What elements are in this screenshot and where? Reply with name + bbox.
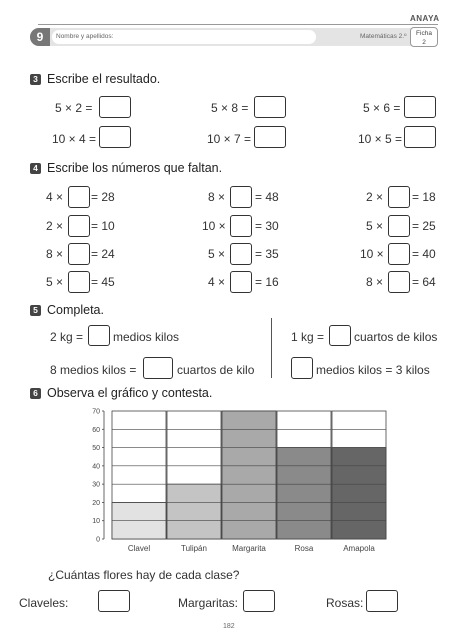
answer-box[interactable] [230,271,252,293]
ex5-c-suffix: cuartos de kilo [177,363,255,377]
column-divider [271,318,272,378]
y-tick-label: 10 [92,518,100,526]
exercise-6-title: Observa el gráfico y contesta. [47,386,213,400]
category-label: Amapola [343,544,375,553]
exercise-3-title: Escribe el resultado. [47,72,161,86]
ex3-item: 5 × 6 = [363,101,401,115]
page-footer-number: 182 [223,623,235,630]
ex5-a-prefix: 2 kg = [50,330,84,344]
answer-box[interactable] [243,590,275,612]
answer-box[interactable] [366,590,398,612]
answer-box[interactable] [254,96,286,118]
ex4-suffix: = 30 [255,219,279,233]
ex4-prefix: 2 × [46,219,64,233]
ex4-prefix: 10 × [360,247,384,261]
answer-box[interactable] [68,215,90,237]
y-tick-label: 60 [92,426,100,434]
bar [167,484,221,539]
ex3-item: 10 × 4 = [52,132,97,146]
exercise-4-heading [30,161,222,175]
answer-box[interactable] [230,215,252,237]
ex4-suffix: = 10 [91,219,115,233]
bar [277,448,331,539]
answer-box[interactable] [230,243,252,265]
exercise-number: 5 [30,305,41,316]
ex6-answer-label: Margaritas: [178,596,239,610]
answer-box[interactable] [68,271,90,293]
category-label: Tulipán [181,544,207,553]
ficha-badge [410,27,438,47]
answer-box[interactable] [404,96,436,118]
bar [222,411,276,539]
exercise-5-heading [30,303,104,317]
answer-box[interactable] [230,186,252,208]
ex6-answer-label: Rosas: [326,596,364,610]
exercise-4-title: Escribe los números que faltan. [47,161,223,175]
ex4-suffix: = 40 [412,247,436,261]
ficha-number: 2 [422,39,426,46]
answer-box[interactable] [68,186,90,208]
category-label: Clavel [127,544,151,553]
ex4-prefix: 5 × [46,275,64,289]
answer-box[interactable] [99,126,131,148]
bar [332,448,386,539]
answer-box[interactable] [329,325,351,346]
ex4-prefix: 2 × [366,190,384,204]
exercise-5-title: Completa. [47,303,104,317]
category-label: Margarita [232,544,266,553]
answer-box[interactable] [388,243,410,265]
answer-box[interactable] [254,126,286,148]
ex4-prefix: 8 × [46,247,64,261]
subject-label: Matemáticas 2.º [360,33,407,40]
answer-box[interactable] [98,590,130,612]
exercise-number: 6 [30,388,41,399]
ex4-suffix: = 18 [412,190,436,204]
answer-box[interactable] [388,186,410,208]
ex4-prefix: 4 × [46,190,64,204]
ex4-prefix: 8 × [366,275,384,289]
ex6-question: ¿Cuántas flores hay de cada clase? [48,568,240,582]
ex4-suffix: = 25 [412,219,436,233]
ex5-b-prefix: 1 kg = [291,330,325,344]
ex4-prefix: 5 × [366,219,384,233]
exercise-number: 4 [30,163,41,174]
ex4-prefix: 5 × [208,247,226,261]
ex4-suffix: = 64 [412,275,436,289]
header-rule [38,24,438,25]
y-tick-label: 0 [96,536,100,544]
ex4-suffix: = 28 [91,190,115,204]
ex3-item: 10 × 5 = [358,132,403,146]
category-label: Rosa [294,544,314,553]
flower-bar-chart [80,403,400,563]
y-tick-label: 40 [92,463,100,471]
publisher-logo: ANAYA [410,14,440,23]
ex3-item: 10 × 7 = [207,132,252,146]
answer-box[interactable] [68,243,90,265]
ex5-b-suffix: cuartos de kilos [354,330,438,344]
answer-box[interactable] [88,325,110,346]
ex4-prefix: 8 × [208,190,226,204]
exercise-number: 3 [30,74,41,85]
ex3-item: 5 × 2 = [55,101,93,115]
answer-box[interactable] [404,126,436,148]
ex4-suffix: = 45 [91,275,115,289]
ex4-suffix: = 48 [255,190,279,204]
exercise-6-heading [30,386,212,400]
page-number-badge: 9 [30,28,50,46]
ex3-item: 5 × 8 = [211,101,249,115]
ex4-suffix: = 24 [91,247,115,261]
y-tick-label: 50 [92,445,100,453]
ex4-suffix: = 35 [255,247,279,261]
ficha-label: Ficha [416,30,432,37]
ex4-prefix: 10 × [202,219,226,233]
exercise-3-heading [30,72,160,86]
name-field[interactable]: Nombre y apellidos: [52,30,316,44]
answer-box[interactable] [99,96,131,118]
ex4-prefix: 4 × [208,275,226,289]
answer-box[interactable] [143,357,173,379]
ex4-suffix: = 16 [255,275,279,289]
y-tick-label: 70 [92,408,100,416]
answer-box[interactable] [291,357,313,379]
ex5-d-suffix: medios kilos = 3 kilos [316,363,430,377]
y-tick-label: 30 [92,481,100,489]
y-tick-label: 20 [92,499,100,507]
ex5-c-prefix: 8 medios kilos = [50,363,137,377]
ex5-a-suffix: medios kilos [113,330,180,344]
answer-box[interactable] [388,271,410,293]
ex6-answer-label: Claveles: [19,596,69,610]
answer-box[interactable] [388,215,410,237]
